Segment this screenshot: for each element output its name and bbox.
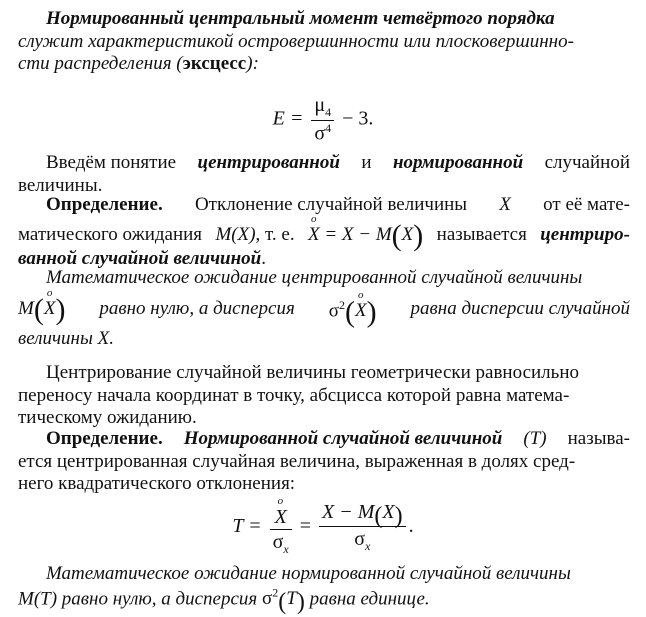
p3-sigma: σ — [328, 299, 339, 321]
def1-x-centered: o X — [308, 224, 320, 247]
centered-properties-paragraph — [18, 267, 630, 351]
kurtosis-line-2: служит характеристикой островершинности или плосковершинно- — [18, 30, 574, 52]
formula2-fraction-2: $\frac{X - M(X)}{\sigma_x}$ — [319, 501, 406, 554]
p4-line-1: Центрирование случайной величины геометрически равносильно — [46, 362, 579, 383]
centering-geometry-paragraph — [18, 362, 630, 430]
formula1-sigma-sup: 4 — [325, 120, 332, 135]
formula1-sigma: σ — [314, 122, 326, 145]
def2-line-2: ется центрированная случайная величина, выраженная в долях сред- — [18, 450, 576, 472]
def1-text-c: матического ожидания — [18, 223, 203, 245]
kurtosis-heading-line: Нормированный центральный момент четвёртого порядка — [46, 8, 555, 29]
kurtosis-line-3 — [18, 53, 630, 76]
def1-px: X — [401, 223, 414, 245]
normalized-properties-paragraph — [18, 563, 630, 615]
formula1-fraction — [311, 94, 334, 145]
formula2-eq: = — [299, 514, 312, 537]
p3-line-2 — [18, 292, 630, 328]
def1-term-a: центриро- — [540, 223, 630, 245]
formula1-rhs: − 3. — [342, 107, 374, 130]
kurtosis-line-3b: ): — [246, 53, 259, 75]
def2-end: называ- — [567, 428, 630, 449]
formula2-sub-2: x — [365, 539, 371, 554]
p3-x-centered-2: o X — [355, 300, 367, 323]
formula1-mu: μ — [314, 94, 326, 116]
formula1-mu-sub: 4 — [325, 105, 332, 119]
def1-x: X — [499, 194, 511, 215]
p5-t: T — [286, 587, 297, 609]
p3-mx-expr: M(o X) — [18, 298, 65, 324]
p5-line-2 — [18, 586, 630, 613]
def1-mx: M(X) — [215, 223, 256, 245]
p3-variance-expr: $\sigma^2(o$ X) — [329, 298, 377, 324]
def1-called: называется — [436, 223, 527, 245]
def1-label: Определение. — [46, 194, 163, 215]
formula2-fraction-1 — [270, 498, 292, 556]
p5-variance: $\sigma^2(T)$ — [262, 585, 305, 615]
p4-line-3: тическому ожиданию. — [18, 407, 197, 429]
formula1-lhs: E = — [272, 107, 304, 130]
def1-line-1 — [18, 194, 630, 217]
formula1-numerator — [311, 94, 334, 121]
def2-term: Нормированной случайной величиной — [183, 428, 503, 449]
intro-text-c: случайной — [544, 152, 630, 173]
p3-line-3: величины X. — [18, 327, 114, 349]
def1-line-2 — [18, 218, 630, 252]
intro-term-centered: центрированной — [197, 152, 340, 173]
def1-text-a: Отклонение случайной величины — [194, 194, 468, 215]
formula2-x-centered: o X — [275, 506, 287, 529]
kurtosis-line-3a: сти распределения ( — [18, 53, 183, 75]
kurtosis-paragraph — [18, 8, 630, 76]
def1-eq: = X − M — [324, 223, 392, 245]
def1-te: , т. е. — [255, 223, 295, 245]
intro-line-1 — [18, 152, 630, 175]
p3-m: M — [18, 297, 34, 319]
p3-mid: равно нулю, а дисперсия — [99, 297, 295, 319]
intro-line-2: величины. — [18, 174, 103, 196]
p3-end: равна дисперсии случайной — [410, 297, 630, 319]
intro-text-a: Введём понятие — [46, 152, 177, 173]
definition-normalized — [18, 428, 630, 496]
def1-mx-group — [215, 224, 294, 248]
formula2-num: X − M — [322, 500, 375, 523]
def2-var: (T) — [523, 428, 547, 449]
formula1-denominator — [311, 121, 334, 146]
def1-end: . — [261, 247, 266, 269]
p3-line-1: Математическое ожидание центрированной случайной величины — [46, 267, 583, 288]
def2-line-1 — [18, 428, 630, 451]
p3-x-centered: o X — [44, 298, 56, 321]
def1-text-b: от её мате- — [543, 194, 630, 215]
def1-term-b: ванной случайной величиной — [18, 247, 262, 269]
intro-term-normalized: нормированной — [392, 152, 524, 173]
formula2-sub: x — [283, 542, 289, 556]
kurtosis-term: эксцесс — [182, 53, 247, 75]
formula2-sigma: σ — [272, 531, 284, 553]
p5-text-b: равна единице. — [309, 587, 430, 609]
formula2-sigma-2: σ — [354, 528, 366, 551]
p5-sigma: σ — [262, 587, 273, 609]
kurtosis-formula — [0, 94, 646, 145]
p5-text-a: M(T) равно нулю, а дисперсия — [18, 587, 258, 609]
formula2-lhs: T = — [232, 514, 262, 537]
def2-label: Определение. — [46, 428, 163, 449]
formula2-num-x: X — [382, 500, 395, 523]
normalization-formula — [0, 498, 646, 556]
p4-line-2: переносу начала координат в точку, абсцисса которой равна матема- — [18, 384, 570, 406]
p5-line-1: Математическое ожидание нормированной случайной величины — [46, 563, 571, 584]
formula2-end: . — [408, 514, 414, 537]
def1-formula: o X = X − M(X) — [308, 224, 423, 248]
definition-centered — [18, 194, 630, 270]
intro-paragraph — [18, 152, 630, 197]
p5-sup: 2 — [272, 585, 279, 600]
def2-line-3: него квадратического отклонения: — [18, 473, 296, 495]
intro-text-b: и — [361, 152, 372, 173]
p3-sup: 2 — [338, 297, 345, 312]
